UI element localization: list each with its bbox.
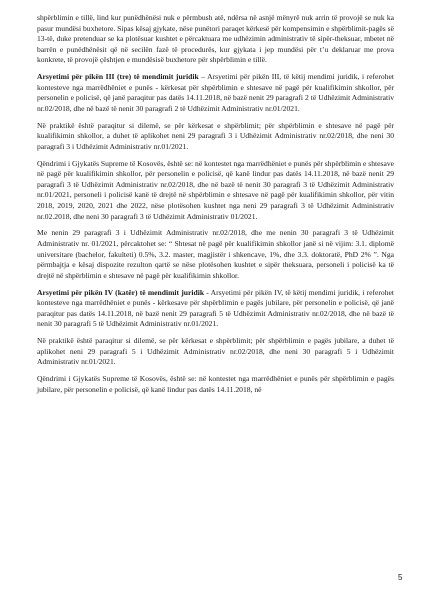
paragraph-point-three-provision: Me nenin 29 paragrafi 3 i Udhëzimit Administrativ nr.02/2018, dhe me nenin 30 paragrafi 3 të Udhëzimit Administrativ nr. 01/2021, përcaktohet se: “ Shtesat në pagë për kualifikimin shkollor janë si në vijim: 3.1. diplomë universitare (bachelor, fakulteti) 0.5%, 3.2. master, magjistër i shkencave, 1%, dhe 3.3. doktoratë, PhD 2% ”. Nga përmbajtja e kësaj dispozite rezulton qartë se nëse plotësohen kushtet e sipër theksuara, personeli i policisë ka të drejtë në shpërblimin e shtesave në pagë për kualifikimin shkollor. <box>37 228 394 280</box>
page-number: 5 <box>398 573 403 582</box>
paragraph-point-four-dilemma: Në praktikë është paraqitur si dilemë, se për kërkesat e shpërblimit; për shpërblimin e pagës jubilare, a duhet të aplikohet neni 29 paragrafi 5 i Udhëzimit Administrativ nr.02/2018, dhe neni 30 paragrafi 5 i Udhëzimit Administrativ nr.01/2021. <box>37 336 394 367</box>
paragraph-point-three-dilemma: Në praktikë është paraqitur si dilemë, se për kërkesat e shpërblimit; për shpërblimin e shtesave në pagë për kualifikimin shkollor, a duhet të aplikohet neni 29 paragrafi 3 i Udhëzimit Administrativ nr.02/2018, dhe neni 30 paragrafi 3 i Udhëzimit Administrativ nr.01/2021. <box>37 120 394 151</box>
paragraph-budget-burden: shpërblimin e tillë, lind kur punëdhënësi nuk e përmbush atë, ndërsa në asnjë mënyrë nuk arrin të provojë se nuk ka pasur mundësi buxhetore. Sipas kësaj gjykate, nëse punëtori paraqet kërkesë për kompensimin e shpërblimit-pagës së 13-të, duke pretenduar se ka plotësuar kushtet e përcaktuara me udhëzimin administrativ të sipër-theksuar, mbetet në barrën e punëdhënësit që në secilën fazë të procedurës, kur gjykata i jep mundësi për t’u deklaruar me prova konkrete, të provojë çështjen e mundësisë buxhetore për shpërblimin e tillë. <box>37 13 394 65</box>
paragraph-point-three-reasoning: Arsyetimi për pikën III (tre) të mendimit juridik – Arsyetimi për pikën III, të këtij mendimi juridik, i referohet kontesteve nga marrëdhëniet e punës - kërkesat për shpërblimin e shtesave në pagë për kualifikimin shkollor, për personelin e policisë, që janë paraqitur pas datës 14.11.2018, në bazë nenit 29 paragrafi 2 të Udhëzimit Administrativ nr.02/2018, dhe në bazë të nenit 30 paragrafi 2 të Udhëzimit Administrativ nr.01/2021. <box>37 72 394 113</box>
paragraph-point-four-reasoning: Arsyetimi për pikën IV (katër) të mendimit juridik - Arsyetimi për pikën IV, të këtij mendimi juridik, i referohet kontesteve nga marrëdhëniet e punës - kërkesave për shpërblimin e pagës jubilare, për personelin e policisë, që janë paraqitur pas datës 14.11.2018, në bazë nenit 29 paragrafi 5 të Udhëzimit Administrativ nr.02/2018, dhe në bazë të nenit 30 paragrafi 5 të Udhëzimit Administrativ nr.01/2021. <box>37 287 394 329</box>
paragraph-point-four-position: Qëndrimi i Gjykatës Supreme të Kosovës, është se: në kontestet nga marrëdhëniet e punës për shpërblimin e pagës jubilare, për personelin e policisë, që kanë lindur pas datës 14.11.2018, në <box>37 374 394 394</box>
document-body <box>37 13 394 402</box>
section-heading-point-four: Arsyetimi për pikën IV (katër) të mendimit juridik <box>37 287 205 297</box>
section-heading-point-three: Arsyetimi për pikën III (tre) të mendimit juridik <box>37 72 199 82</box>
paragraph-point-three-position: Qëndrimi i Gjykatës Supreme të Kosovës, është se: në kontestet nga marrëdhëniet e punës për shpërblimin e shtesave në pagë për kualifikimin shkollor, për personelin e policisë, që kanë lindur pas datës 14.11.2018, në bazë nenit 29 paragrafi 3 të Udhëzimit Administrativ nr.02/2018, dhe në bazë të nenit 30 paragrafi 3 të Udhëzimit Administrativ nr.01/2021, personeli i policisë kanë të drejtë në shpërblimin e shtesave në pagë për kualifikimin shkollor, për vitin 2018, 2019, 2020, 2021 dhe 2022, nëse plotësohen kushtet nga neni 29 paragrafi 3 të Udhëzimit Administrativ nr.02.2018, dhe neni 30 paragrafi 3 të Udhëzimit Administrativ 01/2021. <box>37 158 394 221</box>
